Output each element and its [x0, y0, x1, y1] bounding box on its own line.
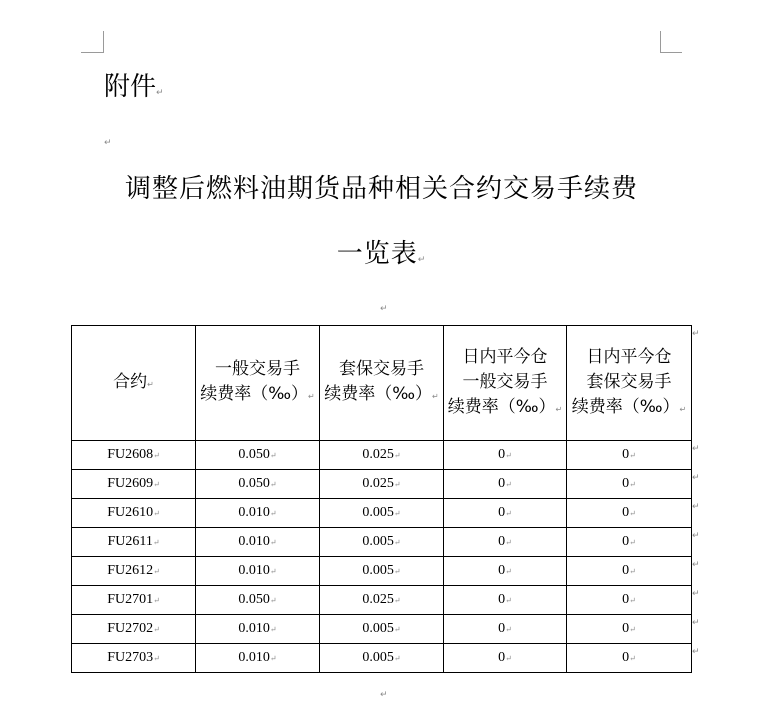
cell-text: 0 — [622, 534, 630, 549]
cell-end-mark: ↵ — [505, 567, 512, 576]
row-end-mark: ↵ — [692, 647, 700, 657]
cell-end-mark: ↵ — [269, 451, 277, 460]
fee-rate-cell — [444, 557, 567, 586]
fee-rate-cell — [196, 586, 320, 615]
cell-text: 0 — [498, 650, 506, 665]
fee-rate-cell — [567, 557, 692, 586]
cell-end-mark: ↵ — [629, 480, 636, 489]
cell-text: 0 — [498, 563, 506, 578]
cell-text: 0.005 — [362, 563, 394, 578]
row-end-mark: ↵ — [692, 502, 700, 512]
row-end-mark: ↵ — [692, 473, 700, 483]
column-header-text: 套保交易手 — [586, 371, 672, 392]
table-row — [72, 528, 692, 557]
cell-text: 0 — [622, 505, 630, 520]
fee-table — [71, 325, 692, 673]
paragraph-mark: ↵ — [417, 255, 427, 265]
cell-text: 0.025 — [362, 447, 394, 462]
cell-text: 0.025 — [362, 592, 394, 607]
cell-text: FU2701 — [107, 592, 154, 607]
cell-end-mark: ↵ — [505, 509, 512, 518]
table-body — [72, 441, 692, 673]
cell-text: FU2703 — [107, 650, 154, 665]
fee-rate-cell — [320, 557, 444, 586]
fee-rate-cell — [567, 470, 692, 499]
fee-rate-cell — [444, 586, 567, 615]
cell-end-mark: ↵ — [629, 625, 636, 634]
document-title-line-1 — [0, 170, 763, 208]
column-header-text: 日内平今仓 — [586, 346, 672, 367]
column-header-text: 一般交易手 — [462, 371, 548, 392]
cell-text: FU2610 — [107, 505, 154, 520]
fee-rate-cell — [196, 441, 320, 470]
cell-text: 0 — [498, 476, 506, 491]
column-header-text: 续费率（‰） — [571, 396, 680, 417]
cell-end-mark: ↵ — [269, 625, 277, 634]
fee-rate-cell — [444, 470, 567, 499]
table-row — [72, 557, 692, 586]
row-end-mark: ↵ — [692, 618, 700, 628]
cell-text: 0.050 — [238, 447, 270, 462]
cell-text: 0 — [622, 447, 630, 462]
cell-end-mark: ↵ — [153, 567, 160, 576]
table-row — [72, 470, 692, 499]
column-header-text: 续费率（‰） — [324, 384, 433, 404]
column-header-text: 套保交易手 — [339, 359, 424, 379]
cell-text: 0.050 — [238, 592, 270, 607]
cell-text: 0.010 — [238, 563, 270, 578]
contract-cell — [72, 470, 196, 499]
attachment-heading — [104, 70, 164, 110]
cell-text: 0.005 — [362, 534, 394, 549]
contract-cell — [72, 557, 196, 586]
cell-text: 0 — [622, 563, 630, 578]
cell-end-mark: ↵ — [393, 509, 401, 518]
fee-rate-cell — [320, 615, 444, 644]
fee-rate-cell — [196, 615, 320, 644]
attachment-label: 附件 — [104, 72, 157, 102]
cell-text: 0.010 — [238, 621, 270, 636]
cell-end-mark: ↵ — [393, 538, 401, 547]
title-line-1-text: 调整后燃料油期货品种相关合约交易手续费 — [124, 174, 638, 204]
cell-text: 0.010 — [238, 505, 270, 520]
column-header — [196, 326, 320, 441]
fee-rate-cell — [567, 528, 692, 557]
cell-text: 0 — [498, 505, 506, 520]
cell-text: 0.005 — [362, 505, 394, 520]
row-end-mark: ↵ — [692, 560, 700, 570]
cell-end-mark: ↵ — [153, 625, 160, 634]
fee-rate-cell — [320, 499, 444, 528]
fee-rate-cell — [196, 528, 320, 557]
cell-end-mark: ↵ — [505, 451, 512, 460]
cell-end-mark: ↵ — [629, 596, 636, 605]
fee-rate-cell — [567, 441, 692, 470]
paragraph-mark: ↵ — [156, 88, 164, 98]
contract-cell — [72, 499, 196, 528]
column-header-text: 合约 — [113, 371, 148, 392]
cell-end-mark: ↵ — [153, 596, 160, 605]
cell-end-mark: ↵ — [269, 538, 277, 547]
contract-cell — [72, 644, 196, 673]
cell-end-mark: ↵ — [555, 404, 563, 414]
cell-text: 0.050 — [238, 476, 270, 491]
cell-text: FU2611 — [107, 534, 153, 549]
cell-end-mark: ↵ — [629, 451, 636, 460]
cell-text: 0 — [498, 621, 506, 636]
cell-text: FU2609 — [107, 476, 154, 491]
cell-end-mark: ↵ — [505, 480, 512, 489]
cell-end-mark: ↵ — [393, 451, 401, 460]
cell-text: 0.010 — [238, 650, 270, 665]
column-header-text: 日内平今仓 — [462, 346, 548, 367]
cell-end-mark: ↵ — [505, 596, 512, 605]
cell-end-mark: ↵ — [269, 596, 277, 605]
document-title-line-2 — [0, 235, 763, 279]
cell-end-mark: ↵ — [153, 451, 160, 460]
cell-end-mark: ↵ — [147, 379, 154, 389]
cell-text: 0 — [622, 650, 630, 665]
table-row — [72, 586, 692, 615]
fee-rate-cell — [320, 586, 444, 615]
table-row — [72, 615, 692, 644]
cell-end-mark: ↵ — [679, 404, 687, 414]
cell-text: 0 — [622, 621, 630, 636]
column-header — [444, 326, 567, 441]
fee-rate-cell — [320, 441, 444, 470]
cell-end-mark: ↵ — [393, 596, 401, 605]
cell-end-mark: ↵ — [393, 625, 401, 634]
fee-rate-cell — [320, 644, 444, 673]
column-header — [567, 326, 692, 441]
cell-end-mark: ↵ — [432, 392, 439, 401]
fee-rate-cell — [567, 499, 692, 528]
fee-rate-cell — [444, 615, 567, 644]
cell-end-mark: ↵ — [505, 625, 512, 634]
table-row — [72, 441, 692, 470]
cell-end-mark: ↵ — [629, 538, 636, 547]
cell-end-mark: ↵ — [153, 654, 160, 663]
fee-rate-cell — [196, 499, 320, 528]
fee-rate-cell — [567, 586, 692, 615]
column-header-text: 续费率（‰） — [200, 384, 309, 404]
cell-end-mark: ↵ — [269, 509, 277, 518]
cell-end-mark: ↵ — [393, 480, 401, 489]
contract-cell — [72, 586, 196, 615]
cell-text: 0 — [622, 592, 630, 607]
fee-rate-cell — [567, 615, 692, 644]
cell-end-mark: ↵ — [269, 567, 277, 576]
cell-text: 0.010 — [238, 534, 270, 549]
row-end-mark: ↵ — [692, 444, 700, 454]
table-header-row — [72, 326, 692, 441]
column-header-text: 一般交易手 — [215, 359, 300, 379]
fee-rate-cell — [196, 557, 320, 586]
cell-text: 0 — [498, 592, 506, 607]
cell-end-mark: ↵ — [505, 538, 512, 547]
row-end-mark: ↵ — [692, 531, 700, 541]
contract-cell — [72, 615, 196, 644]
cell-end-mark: ↵ — [629, 509, 636, 518]
column-header-text: 续费率（‰） — [447, 396, 556, 417]
cell-text: 0 — [498, 534, 506, 549]
fee-rate-cell — [444, 441, 567, 470]
fee-rate-cell — [196, 470, 320, 499]
column-header — [72, 326, 196, 441]
cell-end-mark: ↵ — [629, 567, 636, 576]
cell-end-mark: ↵ — [269, 654, 277, 663]
fee-rate-cell — [196, 644, 320, 673]
cell-end-mark: ↵ — [153, 480, 160, 489]
cell-end-mark: ↵ — [308, 392, 315, 401]
cell-text: 0 — [622, 476, 630, 491]
cell-text: FU2702 — [107, 621, 154, 636]
cell-text: 0.005 — [362, 650, 394, 665]
fee-rate-cell — [567, 644, 692, 673]
cell-end-mark: ↵ — [393, 567, 401, 576]
fee-rate-cell — [444, 499, 567, 528]
table-row — [72, 499, 692, 528]
fee-rate-cell — [320, 470, 444, 499]
cell-text: 0.025 — [362, 476, 394, 491]
contract-cell — [72, 528, 196, 557]
empty-paragraph-mark: ↵ — [104, 138, 112, 148]
cell-text: 0.005 — [362, 621, 394, 636]
cell-end-mark: ↵ — [269, 480, 277, 489]
fee-rate-cell — [320, 528, 444, 557]
column-header — [320, 326, 444, 441]
cell-text: FU2608 — [107, 447, 154, 462]
row-end-mark: ↵ — [692, 329, 700, 339]
fee-rate-cell — [444, 528, 567, 557]
cell-end-mark: ↵ — [152, 538, 160, 547]
cell-end-mark: ↵ — [393, 654, 401, 663]
table-row — [72, 644, 692, 673]
cell-text: 0 — [498, 447, 506, 462]
title-line-2-text: 一览表 — [336, 239, 418, 269]
contract-cell — [72, 441, 196, 470]
empty-paragraph-mark: ↵ — [380, 304, 388, 314]
cell-end-mark: ↵ — [153, 509, 160, 518]
cell-text: FU2612 — [107, 563, 154, 578]
row-end-mark: ↵ — [692, 589, 700, 599]
cell-end-mark: ↵ — [505, 654, 512, 663]
fee-rate-cell — [444, 644, 567, 673]
cell-end-mark: ↵ — [629, 654, 636, 663]
empty-paragraph-mark: ↵ — [380, 690, 388, 700]
